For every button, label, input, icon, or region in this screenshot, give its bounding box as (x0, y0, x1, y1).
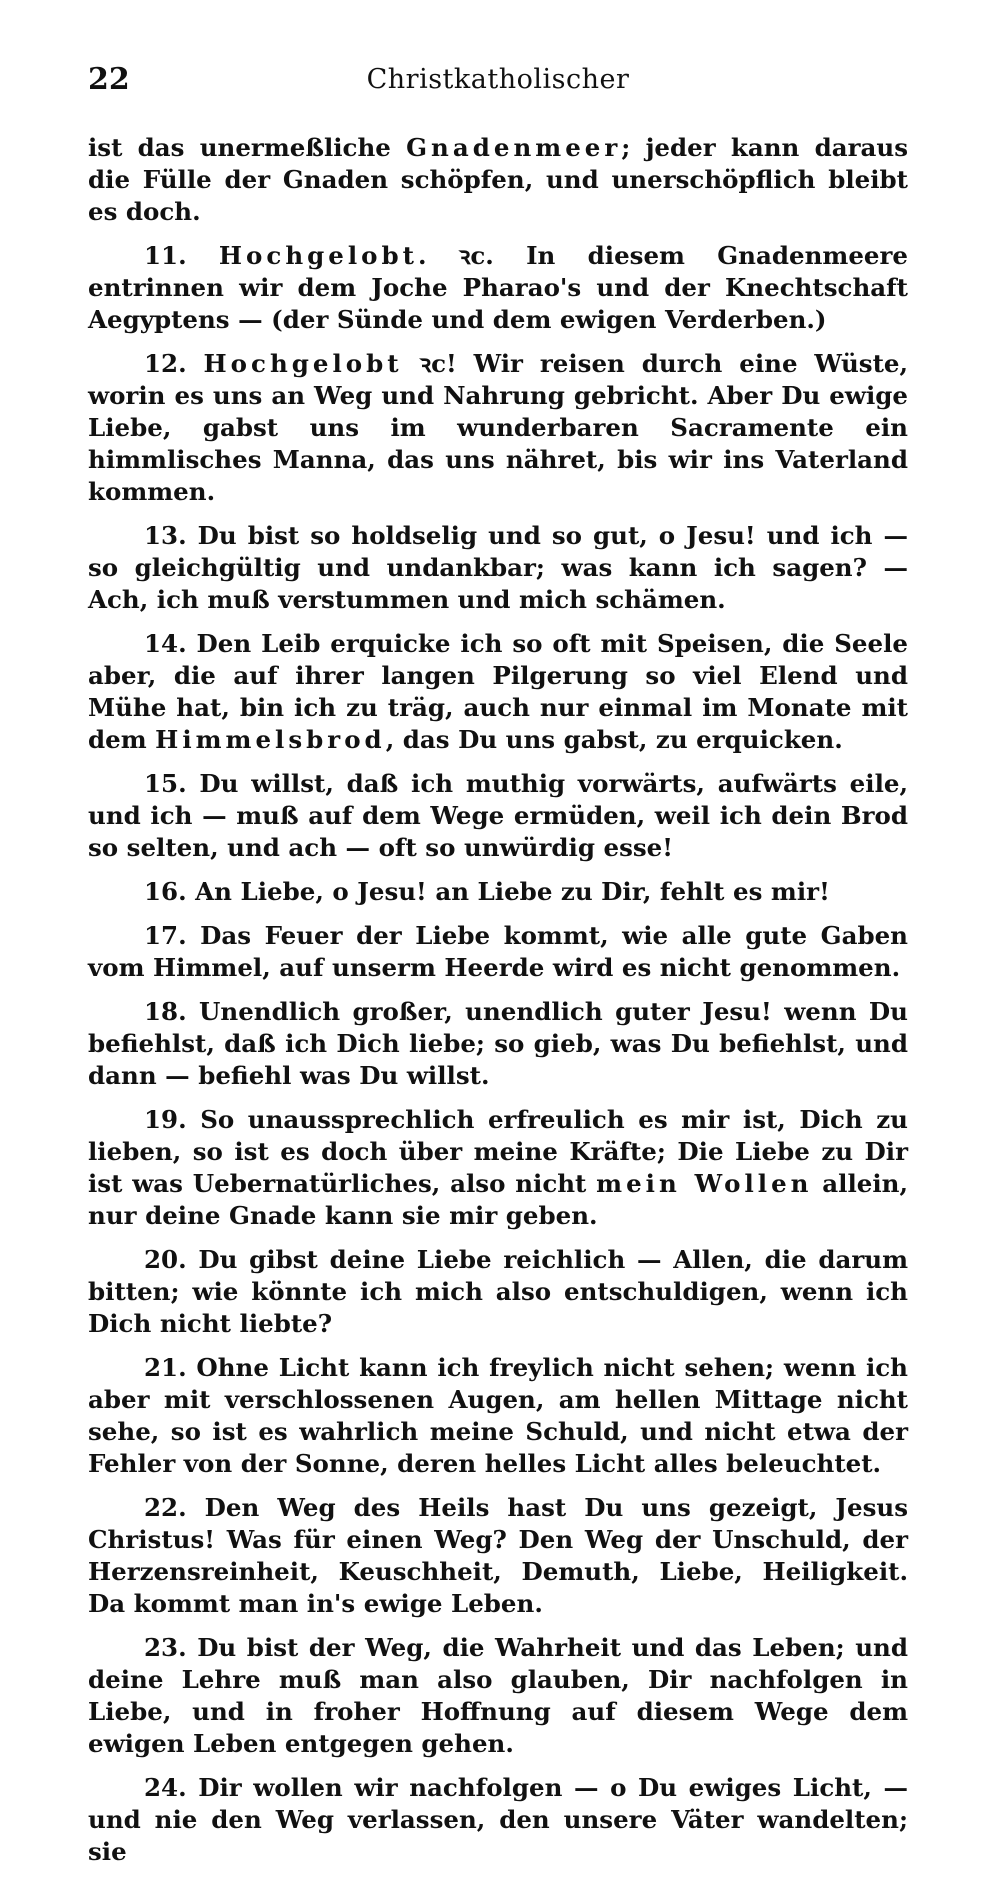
paragraph (88, 348, 908, 508)
paragraph-text: ; jeder kann daraus die Fülle der Gnaden schöpfen, und unerschöpflich bleibt es doch. (88, 133, 908, 226)
paragraph (88, 768, 908, 864)
paragraph-text: ꝛc! Wir reisen durch eine Wüste, worin es uns an Weg und Nahrung gebricht. Aber Du ewige Liebe, gabst uns im wunderbaren Sacramente ein himmlisches Manna, das uns nähret, bis wir ins Vaterland kommen. (88, 349, 908, 506)
paragraph-text: allein, nur deine Gnade kann sie mir geben. (88, 1169, 908, 1230)
paragraph-text: 20. Du gibst deine Liebe reichlich — Allen, die darum bitten; wie könnte ich mich also entschuldigen, wenn ich Dich nicht liebte? (88, 1245, 908, 1338)
paragraph-text: 23. Du bist der Weg, die Wahrheit und das Leben; und deine Lehre muß man also glauben, Dir nachfolgen in Liebe, und in froher Hoffnung auf diesem Wege dem ewigen Leben entgegen gehen. (88, 1633, 908, 1758)
paragraph-text: 15. Du willst, daß ich muthig vorwärts, aufwärts eile, und ich — muß auf dem Wege ermüden, weil ich dein Brod so selten, und ach — oft so unwürdig esse! (88, 769, 908, 862)
paragraph (88, 132, 908, 228)
emphasized-text: Hochgelobt (203, 349, 403, 378)
paragraph-text: , das Du uns gabst, zu erquicken. (385, 725, 843, 754)
paragraph (88, 628, 908, 756)
paragraph (88, 1492, 908, 1620)
paragraph (88, 1352, 908, 1480)
paragraph-text: . ꝛc. In diesem Gnadenmeere entrinnen wir dem Joche Pharao's und der Knechtschaft Aegyptens — (der Sünde und dem ewigen Verderben.) (88, 241, 908, 334)
paragraph-text: 18. Unendlich großer, unendlich guter Jesu! wenn Du befiehlst, daß ich Dich liebe; so gieb, was Du befiehlst, und dann — befiehl was Du willst. (88, 997, 908, 1090)
paragraph-text: 16. An Liebe, o Jesu! an Liebe zu Dir, fehlt es mir! (144, 877, 830, 906)
paragraph (88, 1104, 908, 1232)
paragraph-text: 11. (144, 241, 219, 270)
paragraph-text: 19. So unaussprechlich erfreulich es mir ist, Dich zu lieben, so ist es doch über meine Kräfte; Die Liebe zu Dir ist was Uebernatürliches, also nicht (88, 1105, 908, 1198)
paragraph (88, 996, 908, 1092)
emphasized-text: Himmelsbrod (155, 725, 386, 754)
paragraph-text: 21. Ohne Licht kann ich freylich nicht sehen; wenn ich aber mit verschlossenen Augen, am hellen Mittage nicht sehe, so ist es wahrlich meine Schuld, und nicht etwa der Fehler von der Sonne, deren helles Licht alles beleuchtet. (88, 1353, 908, 1478)
body-text (88, 132, 908, 1868)
paragraph (88, 520, 908, 616)
paragraph-text: 24. Dir wollen wir nachfolgen — o Du ewiges Licht, — und nie den Weg verlassen, den unsere Väter wandelten; sie (88, 1773, 908, 1866)
book-page (88, 58, 908, 1880)
page-number: 22 (88, 62, 130, 97)
paragraph (88, 240, 908, 336)
paragraph-text: ist das unermeßliche (88, 133, 407, 162)
emphasized-text: Gnadenmeer (406, 133, 622, 162)
paragraph (88, 1632, 908, 1760)
emphasized-text: mein Wollen (596, 1169, 813, 1198)
page-header (88, 58, 908, 110)
paragraph-text: 17. Das Feuer der Liebe kommt, wie alle gute Gaben vom Himmel, auf unserm Heerde wird es nicht genommen. (88, 921, 908, 982)
paragraph-text: 22. Den Weg des Heils hast Du uns gezeigt, Jesus Christus! Was für einen Weg? Den Weg der Unschuld, der Herzensreinheit, Keuschheit, Demuth, Liebe, Heiligkeit. Da kommt man in's ewige Leben. (88, 1493, 908, 1618)
paragraph-text: 12. (144, 349, 204, 378)
paragraph-text: 13. Du bist so holdselig und so gut, o Jesu! und ich — so gleichgültig und undankbar; was kann ich sagen? — Ach, ich muß verstummen und mich schämen. (88, 521, 908, 614)
emphasized-text: Hochgelobt (218, 241, 418, 270)
paragraph-text: 14. Den Leib erquicke ich so oft mit Speisen, die Seele aber, die auf ihrer langen Pilgerung so viel Elend und Mühe hat, bin ich zu träg, auch nur einmal im Monate mit dem (88, 629, 908, 754)
running-title: Christkatholischer (366, 64, 630, 95)
paragraph (88, 1244, 908, 1340)
paragraph (88, 920, 908, 984)
paragraph (88, 876, 908, 908)
